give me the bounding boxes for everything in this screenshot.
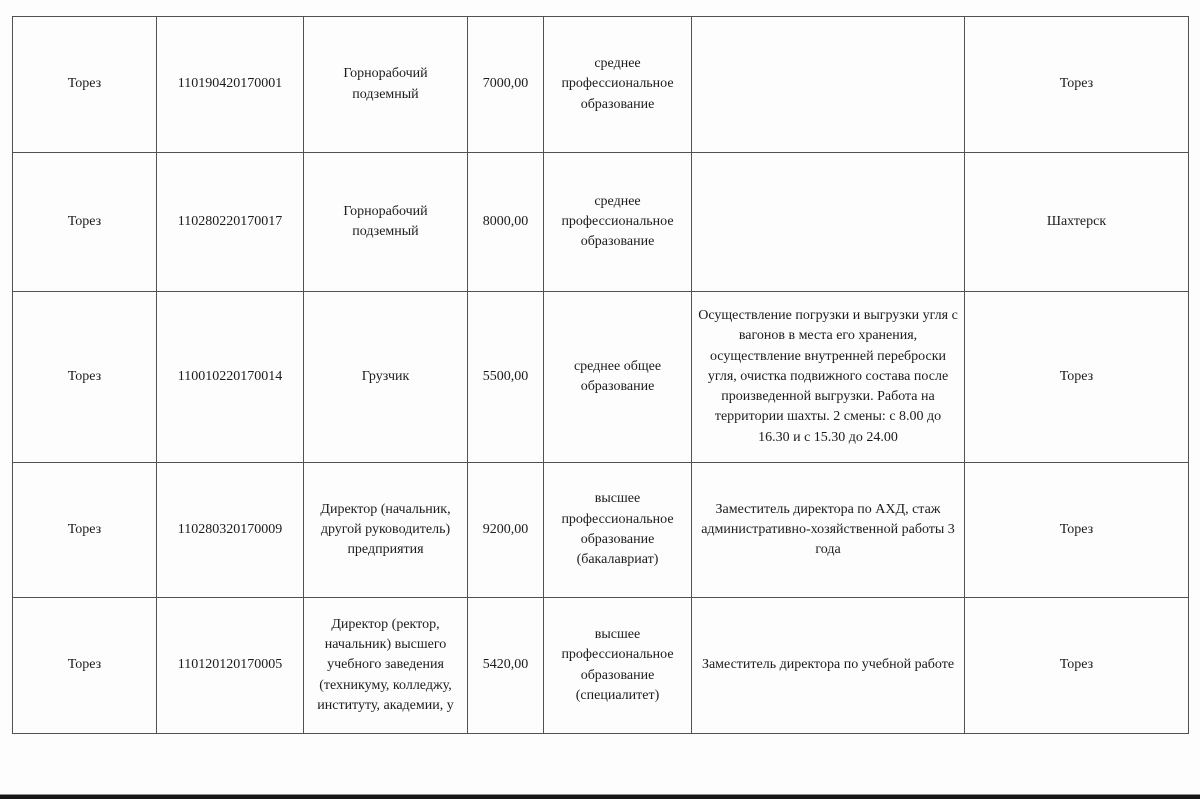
cell-job-title: Горнорабочий подземный [304, 17, 468, 153]
cell-salary: 5500,00 [468, 292, 544, 463]
cell-vacancy-id: 110280220170017 [157, 153, 304, 292]
cell-job-title: Горнорабочий подземный [304, 153, 468, 292]
cell-city: Торез [13, 153, 157, 292]
cell-education: среднее профессиональное образование [544, 153, 692, 292]
cell-location: Торез [965, 292, 1189, 463]
cell-job-title: Директор (ректор, начальник) высшего учебного заведения (техникуму, колледжу, институту, академии, у [304, 598, 468, 734]
cell-salary: 9200,00 [468, 463, 544, 598]
table-row [13, 598, 1189, 734]
table-row [13, 463, 1189, 598]
cell-vacancy-id: 110120120170005 [157, 598, 304, 734]
cell-salary: 5420,00 [468, 598, 544, 734]
cell-description: Заместитель директора по АХД, стаж административно-хозяйственной работы 3 года [692, 463, 965, 598]
cell-job-title: Грузчик [304, 292, 468, 463]
cell-education: среднее профессиональное образование [544, 17, 692, 153]
cell-city: Торез [13, 463, 157, 598]
cell-description: Заместитель директора по учебной работе [692, 598, 965, 734]
cell-city: Торез [13, 292, 157, 463]
table-row [13, 153, 1189, 292]
cell-city: Торез [13, 17, 157, 153]
cell-education: высшее профессиональное образование (специалитет) [544, 598, 692, 734]
cell-job-title: Директор (начальник, другой руководитель) предприятия [304, 463, 468, 598]
vacancy-table-body [13, 17, 1189, 734]
cell-description [692, 153, 965, 292]
table-row [13, 17, 1189, 153]
cell-city: Торез [13, 598, 157, 734]
cell-location: Торез [965, 17, 1189, 153]
vacancy-table [12, 16, 1189, 734]
page-bottom-rule [0, 794, 1200, 799]
cell-vacancy-id: 110010220170014 [157, 292, 304, 463]
cell-education: среднее общее образование [544, 292, 692, 463]
cell-education: высшее профессиональное образование (бакалавриат) [544, 463, 692, 598]
vacancy-table-wrap [12, 16, 1188, 734]
cell-description [692, 17, 965, 153]
cell-location: Торез [965, 598, 1189, 734]
cell-location: Шахтерск [965, 153, 1189, 292]
cell-salary: 8000,00 [468, 153, 544, 292]
cell-location: Торез [965, 463, 1189, 598]
cell-vacancy-id: 110280320170009 [157, 463, 304, 598]
table-row [13, 292, 1189, 463]
cell-description: Осуществление погрузки и выгрузки угля с вагонов в места его хранения, осуществление внутренней переброски угля, очистка подвижного состава после произведенной выгрузки. Работа на территории шахты. 2 смены: с 8.00 до 16.30 и с 15.30 до 24.00 [692, 292, 965, 463]
cell-salary: 7000,00 [468, 17, 544, 153]
cell-vacancy-id: 110190420170001 [157, 17, 304, 153]
